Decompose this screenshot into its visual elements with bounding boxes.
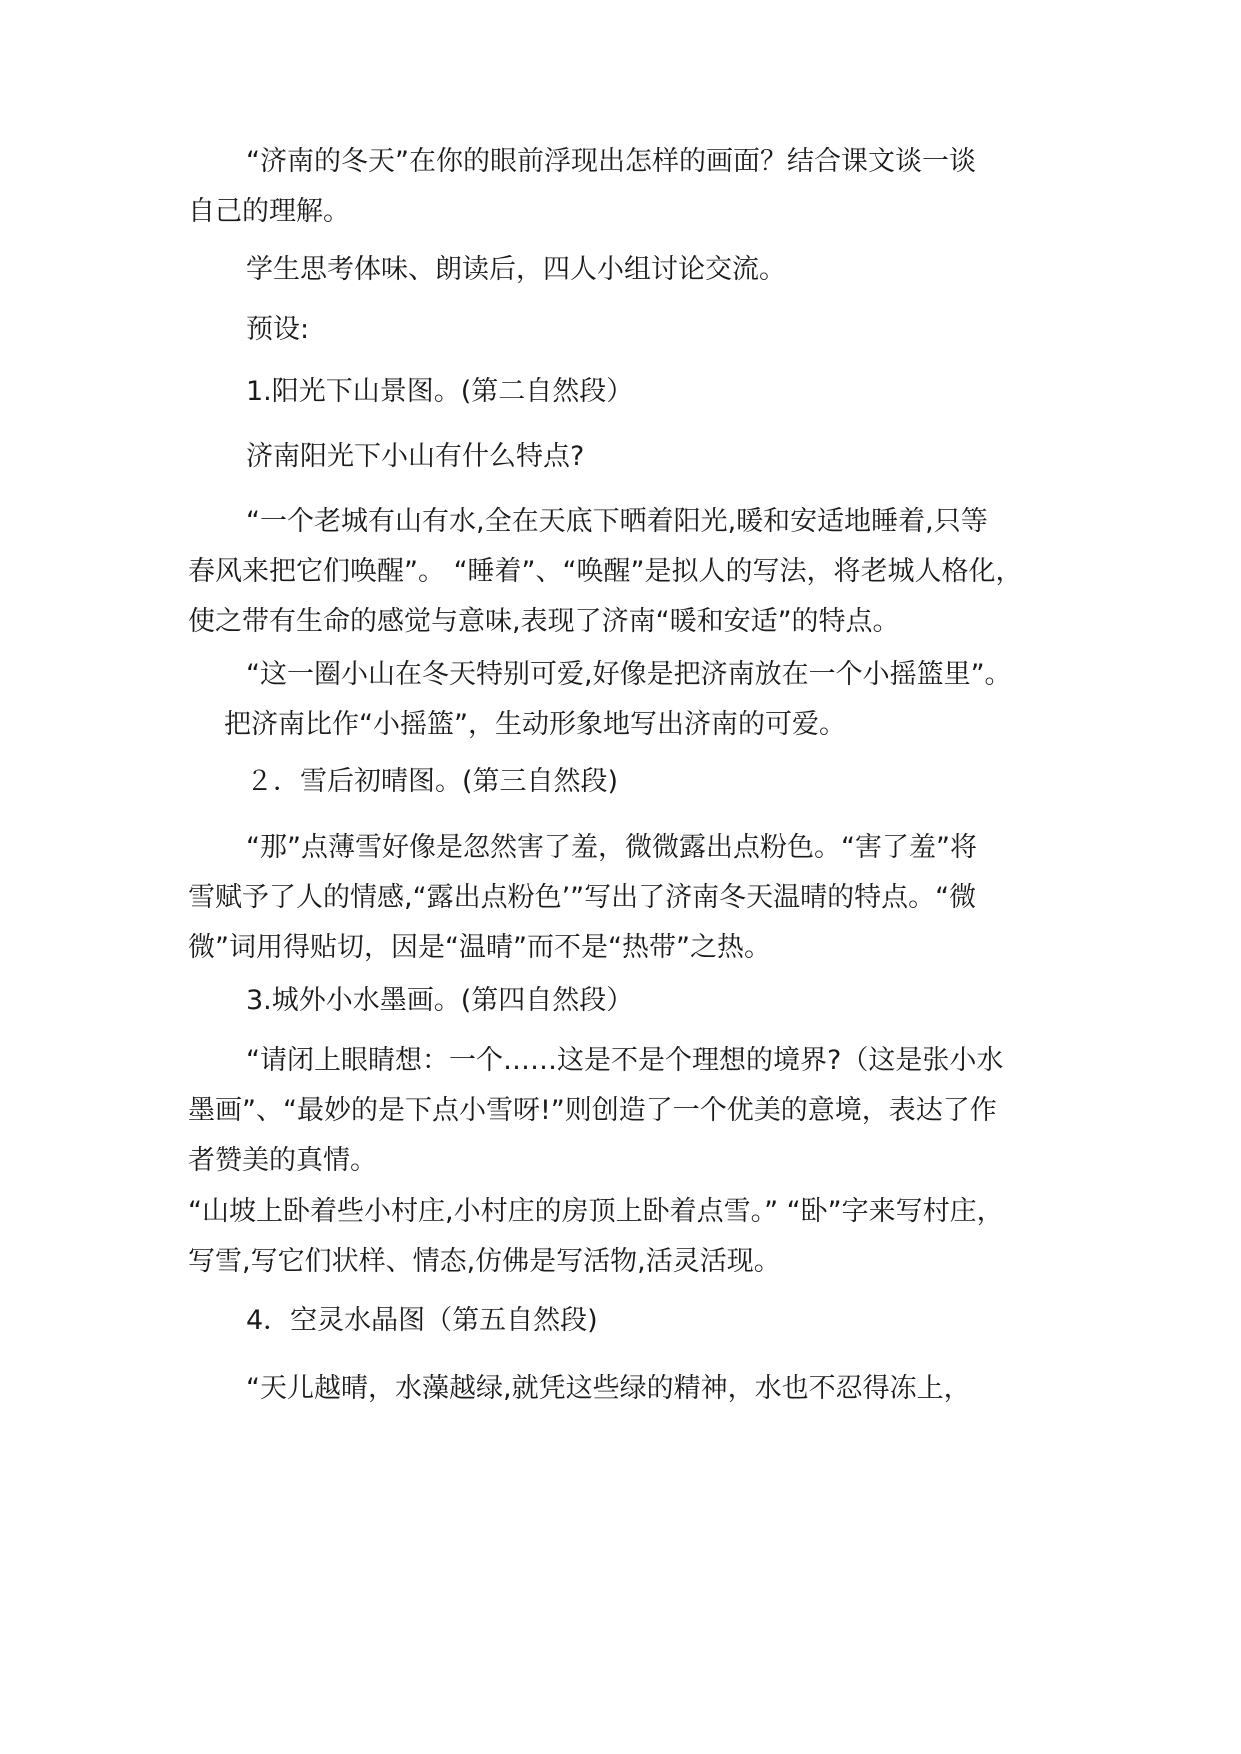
text-line: 春风来把它们唤醒”。 “睡着”、“唤醒”是拟人的写法，将老城人格化， <box>188 556 1023 587</box>
text-line: “这一圈小山在冬天特别可爱,好像是把济南放在一个小摇篮里”。 <box>246 659 1012 690</box>
text-line: 自己的理解。 <box>188 196 350 227</box>
text-line: 者赞美的真情。 <box>188 1145 377 1176</box>
paragraph-question <box>188 137 1068 237</box>
text-line: “济南的冬天”在你的眼前浮现出怎样的画面？结合课文谈一谈 <box>246 146 976 177</box>
heading-section-3 <box>188 976 1068 1026</box>
paragraph-activity <box>188 245 1068 295</box>
text-line: “山坡上卧着些小村庄,小村庄的房顶上卧着点雪。” “卧”字来写村庄， <box>188 1196 1004 1227</box>
text-line: 学生思考体味、朗读后，四人小组讨论交流。 <box>246 254 786 285</box>
text-line: 雪赋予了人的情感,“露出点粉色’”写出了济南冬天温晴的特点。“微 <box>188 882 977 913</box>
text-line: “一个老城有山有水,全在天底下晒着阳光,暖和安适地睡着,只等 <box>246 506 988 537</box>
heading-section-2 <box>188 757 1068 807</box>
text-line: “天儿越晴，水藻越绿,就凭这些绿的精神，水也不忍得冻上， <box>246 1373 971 1404</box>
paragraph-question-mountain <box>188 432 1068 482</box>
paragraph-analysis-2 <box>188 650 1068 750</box>
heading-section-1 <box>188 367 1068 417</box>
text-line: 墨画”、“最妙的是下点小雪呀!”则创造了一个优美的意境，表达了作 <box>188 1095 997 1126</box>
paragraph-analysis-6 <box>188 1364 1068 1414</box>
text-line: 1.阳光下山景图。(第二自然段） <box>246 376 634 407</box>
heading-section-4 <box>188 1296 1068 1346</box>
paragraph-analysis-5 <box>188 1187 1068 1287</box>
text-line: 使之带有生命的感觉与意味,表现了济南“暖和安适”的特点。 <box>188 606 900 637</box>
paragraph-analysis-4 <box>188 1036 1068 1186</box>
text-line: 预设: <box>246 314 310 345</box>
text-line: 写雪,写它们状样、情态,仿佛是写活物,活灵活现。 <box>188 1246 781 1277</box>
paragraph-analysis-3 <box>188 823 1068 973</box>
text-line: 微”词用得贴切，因是“温晴”而不是“热带”之热。 <box>188 932 771 963</box>
text-line: “请闭上眼睛想：一个……这是不是个理想的境界?（这是张小水 <box>246 1045 1004 1076</box>
paragraph-preset <box>188 305 1068 355</box>
text-line: 4．空灵水晶图（第五自然段) <box>246 1305 598 1336</box>
paragraph-analysis-1 <box>188 497 1068 647</box>
text-line: ２．雪后初晴图。(第三自然段) <box>246 766 619 797</box>
text-line: “那”点薄雪好像是忽然害了羞，微微露出点粉色。“害了羞”将 <box>246 832 977 863</box>
text-line: 济南阳光下小山有什么特点? <box>246 441 585 472</box>
text-line: 3.城外小水墨画。(第四自然段） <box>246 985 634 1016</box>
text-line: 把济南比作“小摇篮”，生动形象地写出济南的可爱。 <box>224 709 846 740</box>
